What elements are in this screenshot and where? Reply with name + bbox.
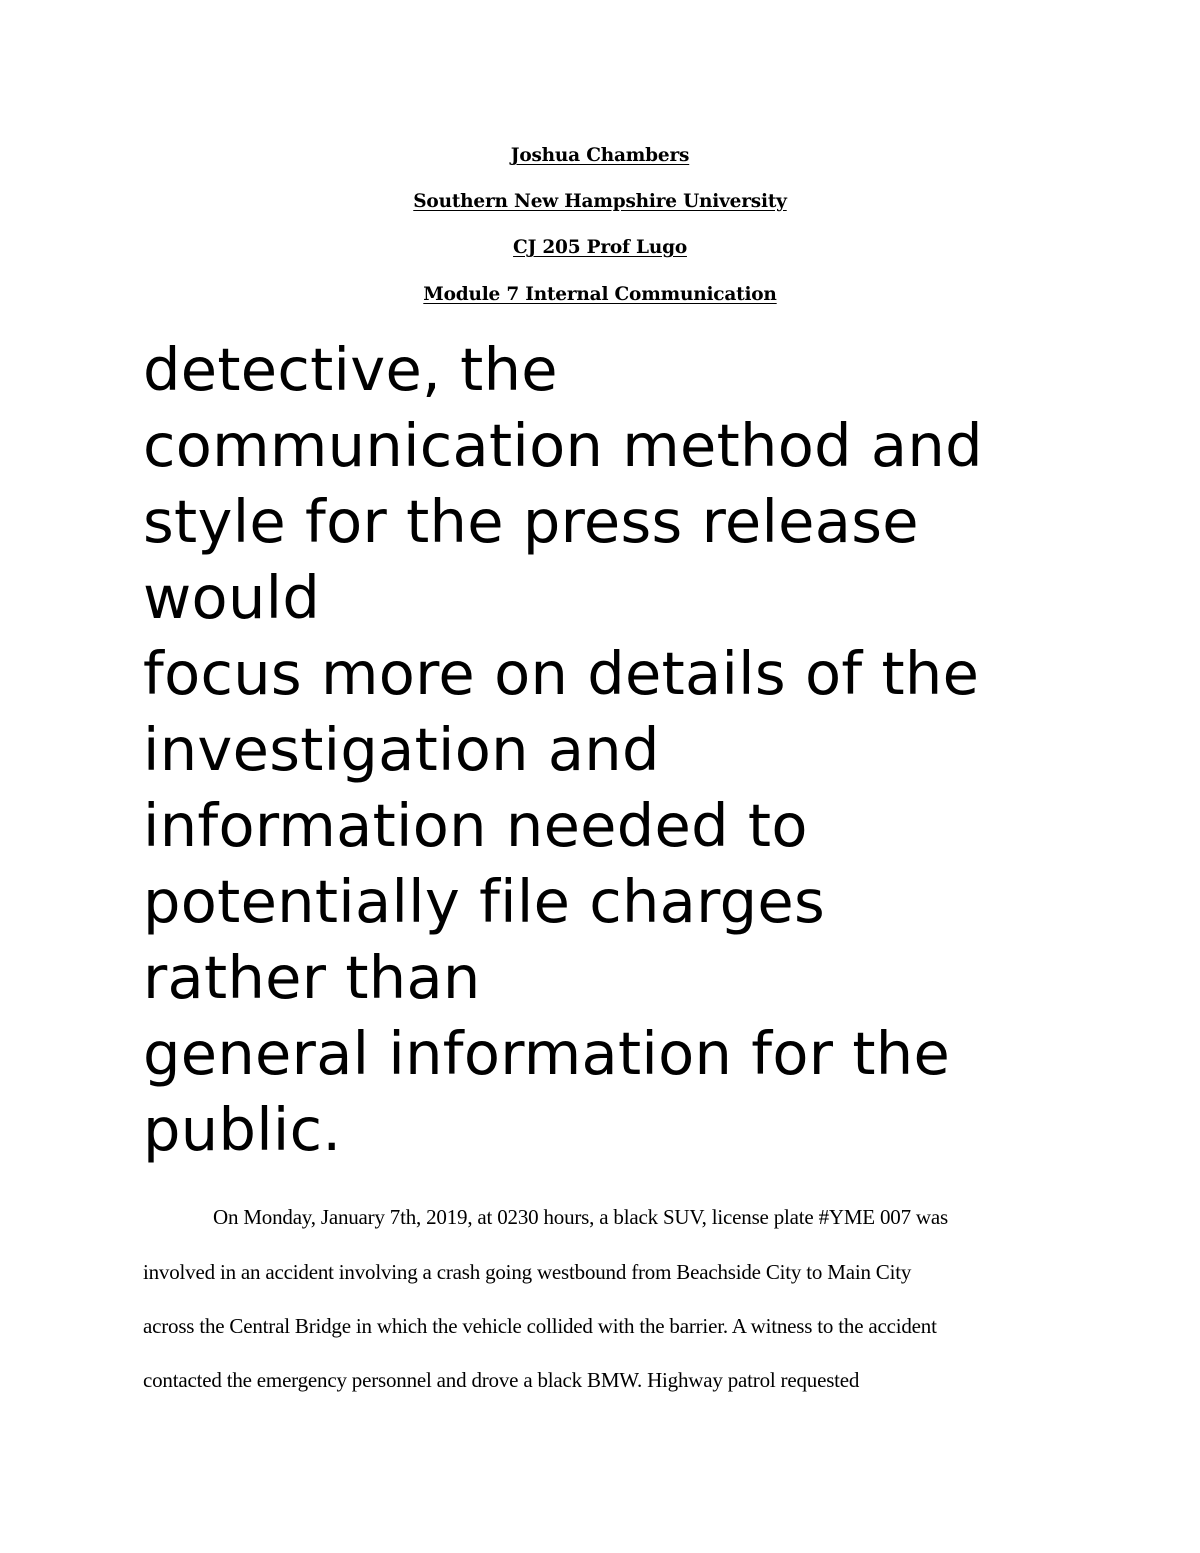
institution-name: Southern New Hampshire University (413, 191, 787, 212)
body-line: contacted the emergency personnel and drove a black BMW. Highway patrol requested (143, 1368, 860, 1392)
large-text-line: general information for the (143, 1019, 951, 1088)
large-text-line: communication method and (143, 411, 983, 480)
large-text-line: would (143, 563, 321, 632)
large-text-line: detective, the (143, 335, 558, 404)
body-line: involved in an accident involving a crash going westbound from Beachside City to Main City (143, 1260, 912, 1284)
large-text-line: investigation and (143, 715, 660, 784)
assignment-title: Module 7 Internal Communication (423, 284, 777, 305)
large-text-line: rather than (143, 943, 481, 1012)
author-name: Joshua Chambers (510, 145, 690, 166)
large-text-line: style for the press release (143, 487, 919, 556)
body-line: On Monday, January 7th, 2019, at 0230 hours, a black SUV, license plate #YME 007 was (213, 1205, 948, 1229)
large-paragraph (143, 332, 1183, 1168)
large-text-line: potentially file charges (143, 867, 826, 936)
large-text-line: focus more on details of the (143, 639, 980, 708)
large-text-line: information needed to (143, 791, 808, 860)
course-info: CJ 205 Prof Lugo (513, 237, 687, 258)
large-text-line: public. (143, 1095, 342, 1164)
body-line: across the Central Bridge in which the vehicle collided with the barrier. A witness to the accident (143, 1314, 937, 1338)
